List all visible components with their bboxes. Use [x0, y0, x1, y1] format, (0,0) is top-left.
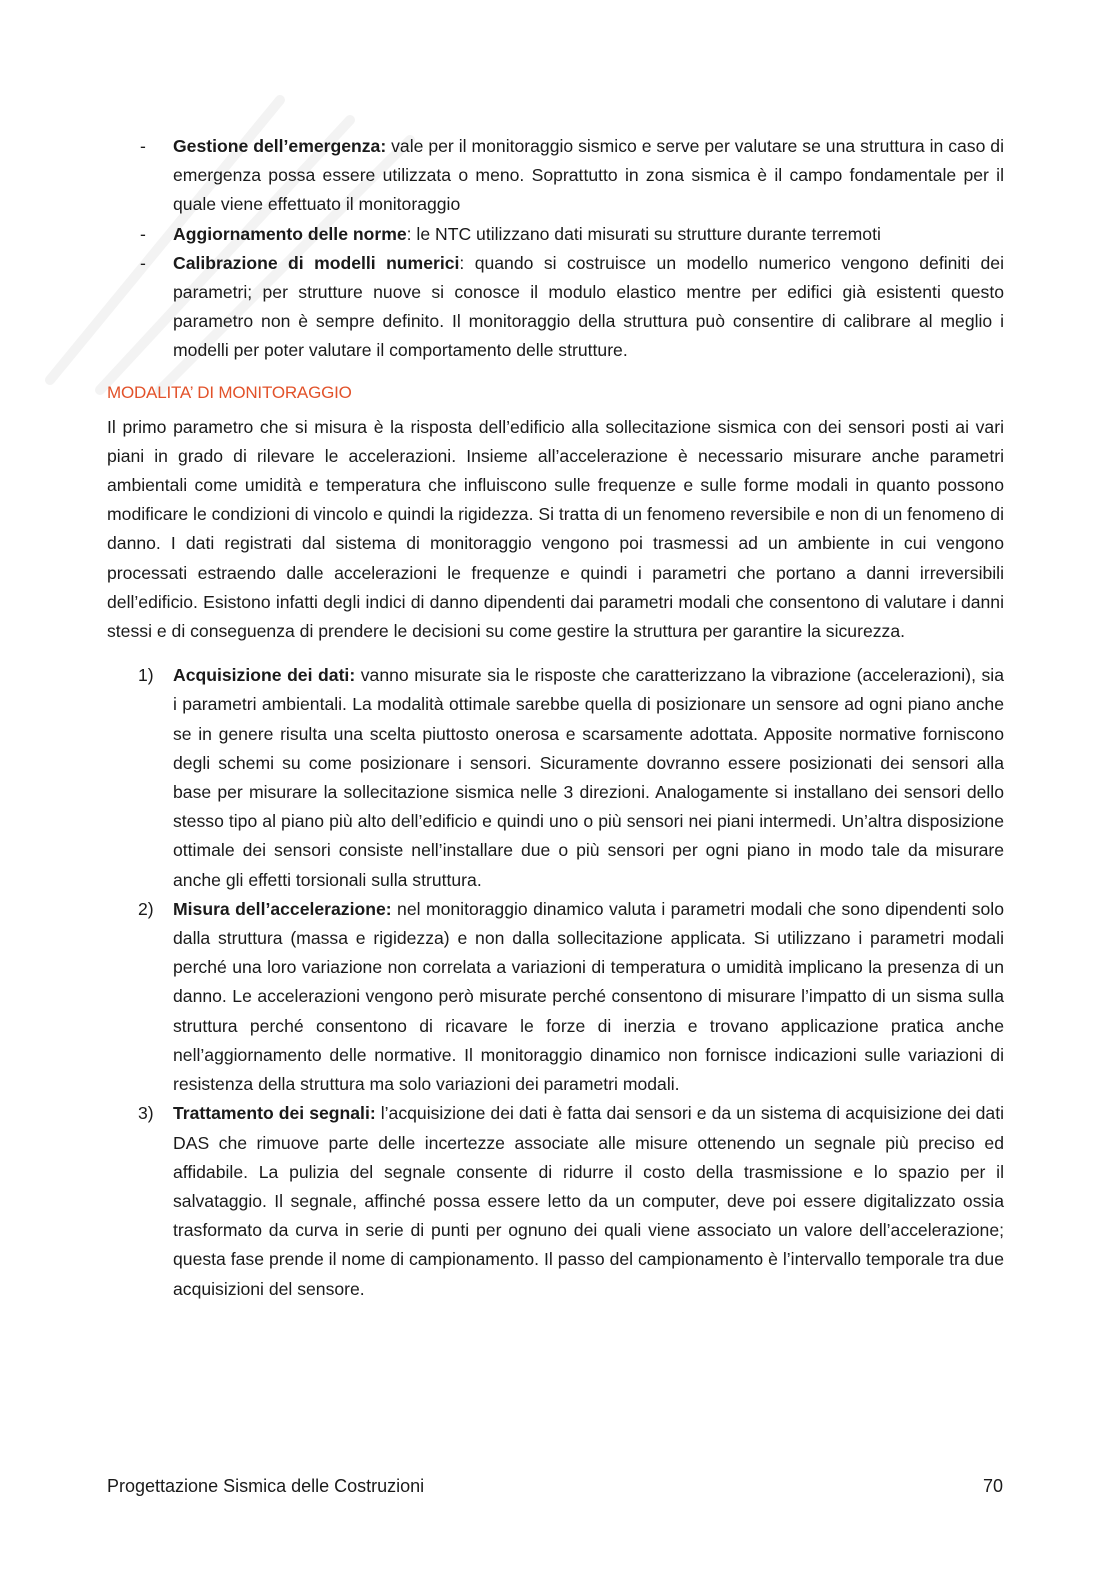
purpose-bullet-list — [107, 132, 1004, 366]
step-text: l’acquisizione dei dati è fatta dai sensori e da un sistema di acquisizione dei dati DAS che rimuove parte delle incertezze associate alle misure ottenendo un segnale più preciso ed affidabile. La pulizia del segnale consente di ridurre il costo della trasmissione e lo spazio per il salvataggio. Il segnale, affinché possa essere letto da un computer, deve poi essere digitalizzato ossia trasformato da curva in serie di punti per ognuno dei quali viene associato un valore dell’accelerazione; questa fase prende il nome di campionamento. Il passo del campionamento è l’intervallo temporale tra due acquisizioni del sensore. — [173, 1103, 1004, 1299]
bullet-term: Aggiornamento delle norme — [173, 223, 407, 244]
bullet-text: vale per il monitoraggio sismico e serve per valutare se una struttura in caso di emergenza possa essere utilizzata o meno. Soprattutto in zona sismica è il campo fondamentale per il quale viene effettuato il monitoraggio — [173, 136, 1004, 215]
step-term: Trattamento dei segnali: — [173, 1103, 376, 1124]
page-content — [107, 132, 1004, 1304]
step-text: vanno misurate sia le risposte che caratterizzano la vibrazione (accelerazioni), sia i parametri ambientali. La modalità ottimale sarebbe quella di posizionare un sensore ad ogni piano anche se in genere risulta una scelta piuttosto onerosa e scarsamente adottata. Apposite normative forniscono degli schemi su come posizionare i sensori. Sicuramente dovranno essere posizionati dei sensori alla base per misurare la sollecitazione sismica nelle 3 direzioni. Analogamente si installano dei sensori dello stesso tipo al piano più alto dell’edificio e quindi uno o più sensori nei piani intermedi. Un’altra disposizione ottimale dei sensori consiste nell’installare due o più sensori per ogni piano in modo tale da misurare anche gli effetti torsionali sulla struttura. — [173, 665, 1005, 890]
footer-title: Progettazione Sismica delle Costruzioni — [107, 1476, 425, 1496]
step-term: Misura dell’accelerazione: — [173, 898, 392, 919]
bullet-text: : le NTC utilizzano dati misurati su strutture durante terremoti — [406, 223, 881, 244]
dash-marker: - — [140, 252, 146, 273]
step-number: 2) — [138, 898, 154, 919]
dash-marker: - — [140, 136, 146, 156]
step-text: nel monitoraggio dinamico valuta i parametri modali che sono dipendenti solo dalla struttura (massa e rigidezza) e non dalla sollecitazione applicata. Si utilizzano i parametri modali perché una loro variazione non correlata a variazioni di temperatura o umidità implicano la presenza di un danno. Le accelerazioni vengono però misurate perché consentono di misurare l’impatto di un sisma sulla struttura perché consentono di ricavare le forze di inerzia e trovano applicazione pratica anche nell’aggiornamento delle normative. Il monitoraggio dinamico non fornisce indicazioni sulle variazioni di resistenza della struttura ma solo variazioni dei parametri modali. — [173, 898, 1004, 1095]
step-number: 1) — [138, 665, 154, 686]
step-item — [107, 895, 1004, 1099]
intro-paragraph: Il primo parametro che si misura è la risposta dell’edificio alla sollecitazione sismica con dei sensori posti ai vari piani in grado di rilevare le accelerazioni. Insieme all’accelerazione è necessario misurare anche parametri ambientali come umidità e temperatura che influiscono sulle frequenze e sulle forme modali in quanto possono modificare le condizioni di vincolo e quindi la rigidezza. Si tratta di un fenomeno reversibile e non di un fenomeno di danno. I dati registrati dal sistema di monitoraggio vengono poi trasmessi ad un ambiente in cui vengono processati estraendo dalle accelerazioni le frequenze e quindi i parametri che portano a danni irreversibili dell’edificio. Esistono infatti degli indici di danno dipendenti dai parametri modali che consentono di valutare i danni stessi e di conseguenza di prendere le decisioni su come gestire la struttura per garantire la sicurezza. — [107, 416, 1004, 642]
bullet-item — [107, 132, 1004, 220]
step-item — [107, 661, 1004, 895]
dash-marker: - — [140, 223, 146, 244]
bullet-term: Calibrazione di modelli numerici — [173, 252, 460, 273]
step-term: Acquisizione dei dati: — [173, 665, 356, 686]
section-heading: MODALITA’ DI MONITORAGGIO — [107, 382, 352, 402]
step-item — [107, 1099, 1004, 1303]
page-footer — [107, 1476, 1003, 1497]
page-number: 70 — [982, 1476, 1003, 1496]
bullet-item — [107, 220, 1004, 249]
bullet-text: : quando si costruisce un modello numerico vengono definiti dei parametri; per strutture nuove si conosce il modulo elastico mentre per edifici già esistenti questo parametro non è sempre definito. Il monitoraggio della struttura può consentire di calibrare al meglio i modelli per poter valutare il comportamento delle strutture. — [173, 252, 1004, 361]
bullet-item — [107, 249, 1004, 366]
steps-numbered-list — [107, 661, 1004, 1303]
step-number: 3) — [138, 1103, 154, 1124]
bullet-term: Gestione dell’emergenza: — [173, 136, 387, 156]
